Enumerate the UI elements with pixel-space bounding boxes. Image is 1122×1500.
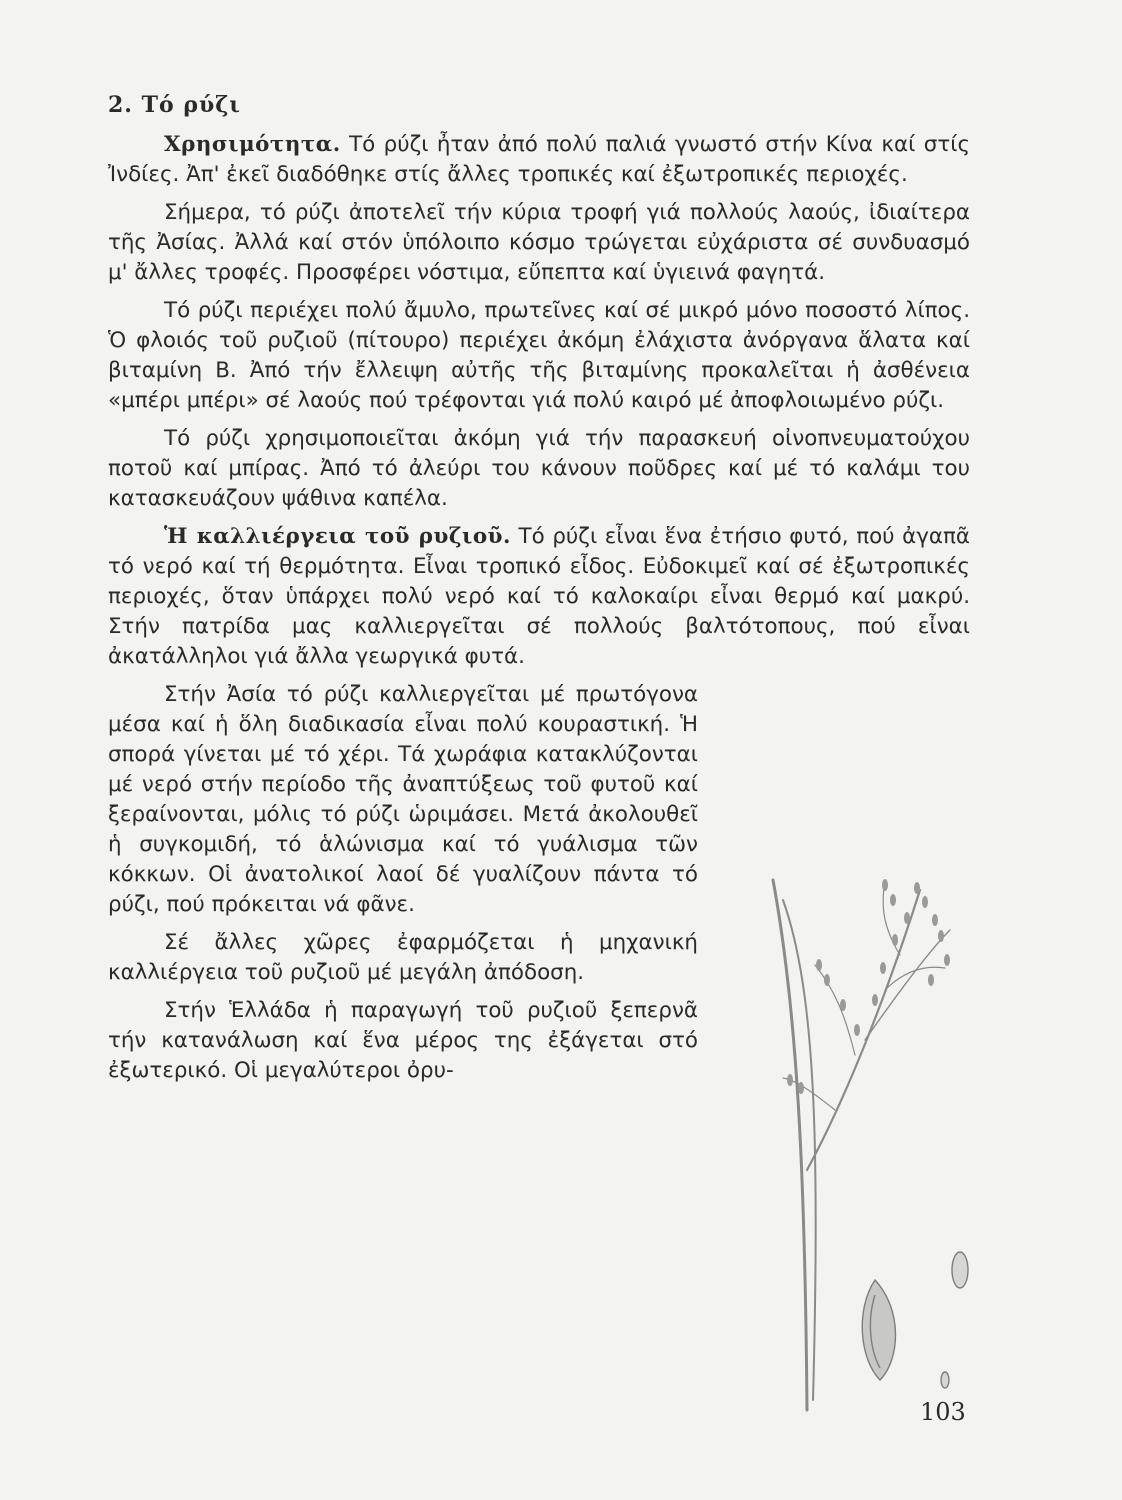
paragraph-lead: Χρησιμότητα. <box>164 132 341 157</box>
paragraph-usefulness <box>108 130 970 190</box>
section-title: 2. Τό ρύζι <box>108 92 241 118</box>
paragraph: Σήμερα, τό ρύζι ἀποτελεῖ τήν κύρια τροφή γιά πολλούς λαούς, ἰδιαίτερα τῆς Ἀσίας. Ἀλλά καί στόν ὑπόλοιπο κόσμο τρώγεται εὐχάριστα σέ συνδυασμό μ' ἄλλες τροφές. Προσφέρει νόστιμα, εὔπεπτα καί ὑγιεινά φαγητά. <box>108 200 970 285</box>
paragraph-text: Τό ρύζι ἦταν ἀπό πολύ παλιά γνωστό στήν Κίνα καί στίς Ἰνδίες. Ἀπ' ἐκεῖ διαδόθηκε στίς ἄλλες τροπικές καί ἐξωτροπικές περιοχές. <box>108 132 970 187</box>
paragraph: Σέ ἄλλες χῶρες ἐφαρμόζεται ἡ μηχανική καλλιέργεια τοῦ ρυζιοῦ μέ μεγάλη ἀπόδοση. <box>108 930 698 985</box>
paragraph: Τό ρύζι περιέχει πολύ ἄμυλο, πρωτεῖνες καί σέ μικρό μόνο ποσοστό λίπος. Ὁ φλοιός τοῦ ρυζιοῦ (πίτουρο) περιέχει ἀκόμη ἐλάχιστα ἀνόργανα ἅλατα καί βιταμίνη Β. Ἀπό τήν ἔλλειψη αὐτῆς τῆς βιταμίνης προκαλεῖται ἡ ἀσθένεια «μπέρι μπέρι» σέ λαούς πού τρέφονται γιά πολύ καιρό μέ ἀποφλοιωμένο ρύζι. <box>108 298 970 413</box>
paragraph: Στήν Ἑλλάδα ἡ παραγωγή τοῦ ρυζιοῦ ξεπερνᾶ τήν κατανάλωση καί ἕνα μέρος της ἐξάγεται στό ἐξωτερικό. Οἱ μεγαλύτεροι ὀρυ- <box>108 998 698 1083</box>
paragraph: Στήν Ἀσία τό ρύζι καλλιεργεῖται μέ πρωτόγονα μέσα καί ἡ ὅλη διαδικασία εἶναι πολύ κουραστική. Ἡ σπορά γίνεται μέ τό χέρι. Τά χωράφια κατακλύζονται μέ νερό στήν περίοδο τῆς ἀναπτύξεως τοῦ φυτοῦ καί ξεραίνονται, μόλις τό ρύζι ὡριμάσει. Μετά ἀκολουθεῖ ἡ συγκομιδή, τό ἁλώνισμα καί τό γυάλισμα τῶν κόκκων. Οἱ ἀνατολικοί λαοί δέ γυαλίζουν πάντα τό ρύζι, πού πρόκειται νά φᾶνε. <box>108 682 698 917</box>
page-number: 103 <box>920 1398 966 1426</box>
paragraph-lead: Ἡ καλλιέργεια τοῦ ρυζιοῦ. <box>164 524 511 549</box>
paragraph-text: Τό ρύζι εἶναι ἕνα ἐτήσιο φυτό, πού ἀγαπᾶ τό νερό καί τή θερμότητα. Εἶναι τροπικό εἶδος. Εὐδοκιμεῖ καί σέ ἐξωτροπικές περιοχές, ὅταν ὑπάρχει πολύ νερό καί τό καλοκαίρι εἶναι θερμό καί μακρύ. Στήν πατρίδα μας καλλιεργεῖται σέ πολλούς βαλτότοπους, πού εἶναι ἀκατάλληλοι γιά ἄλλα γεωργικά φυτά. <box>108 524 971 669</box>
paragraph: Τό ρύζι χρησιμοποιεῖται ἀκόμη γιά τήν παρασκευή οἰνοπνευματούχου ποτοῦ καί μπίρας. Ἀπό τό ἀλεύρι του κάνουν ποῦδρες καί μέ τό καλάμι του κατασκευάζουν ψάθινα καπέλα. <box>108 426 970 511</box>
rice-plant-icon <box>735 840 985 1420</box>
paragraph-cultivation <box>108 522 970 672</box>
